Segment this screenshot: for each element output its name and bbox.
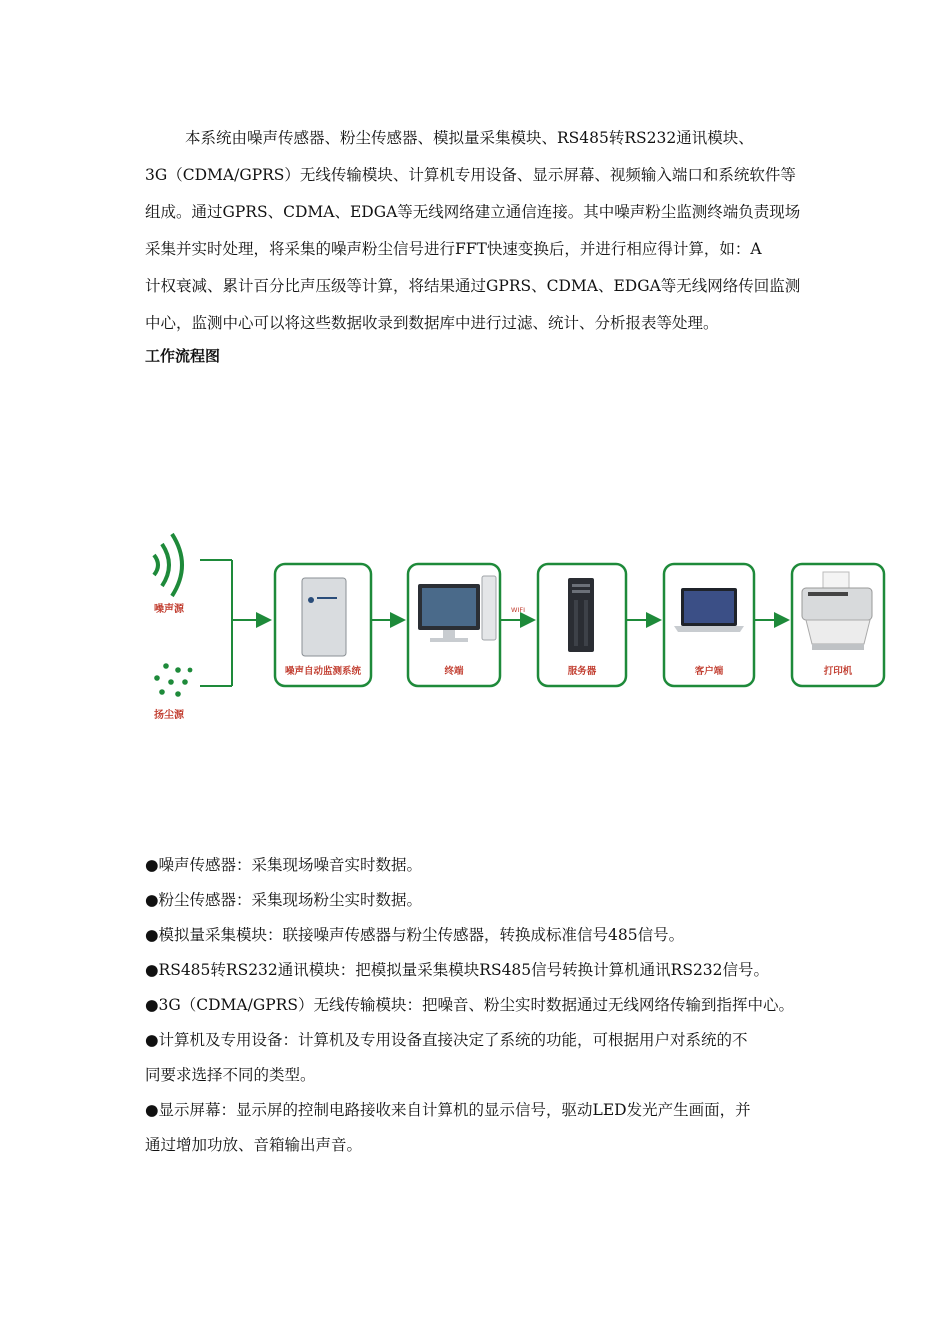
list-item-continuation: 同要求选择不同的类型。 — [145, 1066, 316, 1084]
node-label: 客户端 — [694, 666, 724, 677]
workflow-diagram — [140, 500, 905, 770]
component-list — [145, 848, 815, 1163]
list-item-continuation: 通过增加功放、音箱输出声音。 — [145, 1136, 363, 1154]
bullet-icon: ● — [145, 1101, 159, 1119]
intro-line: 3G（CDMA/GPRS）无线传输模块、计算机专用设备、显示屏幕、视频输入端口和系统软件等 — [145, 166, 796, 184]
server-tower-icon — [568, 578, 594, 652]
node-terminal — [408, 564, 500, 686]
bullet-icon: ● — [145, 891, 159, 909]
intro-line: 本系统由噪声传感器、粉尘传感器、模拟量采集模块、RS485转RS232通讯模块、 — [185, 129, 754, 147]
list-item: ●噪声传感器：采集现场噪音实时数据。 — [145, 856, 423, 874]
bullet-icon: ● — [145, 856, 159, 874]
node-monitor-system — [275, 564, 371, 686]
source-connectors — [200, 560, 268, 686]
laptop-icon — [674, 588, 744, 632]
node-label: 噪声自动监测系统 — [284, 666, 362, 677]
list-item: ●计算机及专用设备：计算机及专用设备直接决定了系统的功能，可根据用户对系统的不 — [145, 1031, 748, 1049]
dust-particles-icon — [154, 663, 192, 697]
node-label: 终端 — [444, 666, 464, 677]
list-item: ●RS485转RS232通讯模块：把模拟量采集模块RS485信号转换计算机通讯RS232信号。 — [145, 961, 770, 979]
section-heading: 工作流程图 — [145, 347, 221, 365]
bullet-icon: ● — [145, 926, 159, 944]
sensor-box-icon — [302, 578, 346, 656]
list-item: ●显示屏幕：显示屏的控制电路接收来自计算机的显示信号，驱动LED发光产生画面，并 — [145, 1101, 751, 1119]
list-item: ●粉尘传感器：采集现场粉尘实时数据。 — [145, 891, 423, 909]
sound-wave-icon — [154, 534, 182, 596]
intro-line: 中心，监测中心可以将这些数据收录到数据库中进行过滤、统计、分析报表等处理。 — [145, 314, 719, 332]
node-client — [664, 564, 754, 686]
list-item: ●3G（CDMA/GPRS）无线传输模块：把噪音、粉尘实时数据通过无线网络传输到指挥中心。 — [145, 996, 794, 1014]
source-dust-label: 扬尘源 — [154, 710, 184, 721]
intro-line: 计权衰减、累计百分比声压级等计算，将结果通过GPRS、CDMA、EDGA等无线网络传回监测 — [145, 277, 801, 295]
bullet-icon: ● — [145, 961, 159, 979]
list-item: ●模拟量采集模块：联接噪声传感器与粉尘传感器，转换成标准信号485信号。 — [145, 926, 685, 944]
bullet-icon: ● — [145, 1031, 159, 1049]
node-label: 打印机 — [823, 666, 853, 677]
intro-line: 采集并实时处理，将采集的噪声粉尘信号进行FFT快速变换后，并进行相应得计算，如：A — [145, 240, 762, 258]
bullet-icon: ● — [145, 996, 159, 1014]
node-printer — [792, 564, 884, 686]
node-label: 服务器 — [567, 666, 597, 677]
wifi-label: WIFI — [511, 606, 525, 614]
intro-line: 组成。通过GPRS、CDMA、EDGA等无线网络建立通信连接。其中噪声粉尘监测终端负责现场 — [145, 203, 801, 221]
intro-paragraph — [145, 120, 810, 342]
workflow-diagram-svg — [140, 500, 905, 770]
node-server — [538, 564, 626, 686]
source-noise-label: 噪声源 — [154, 604, 184, 615]
